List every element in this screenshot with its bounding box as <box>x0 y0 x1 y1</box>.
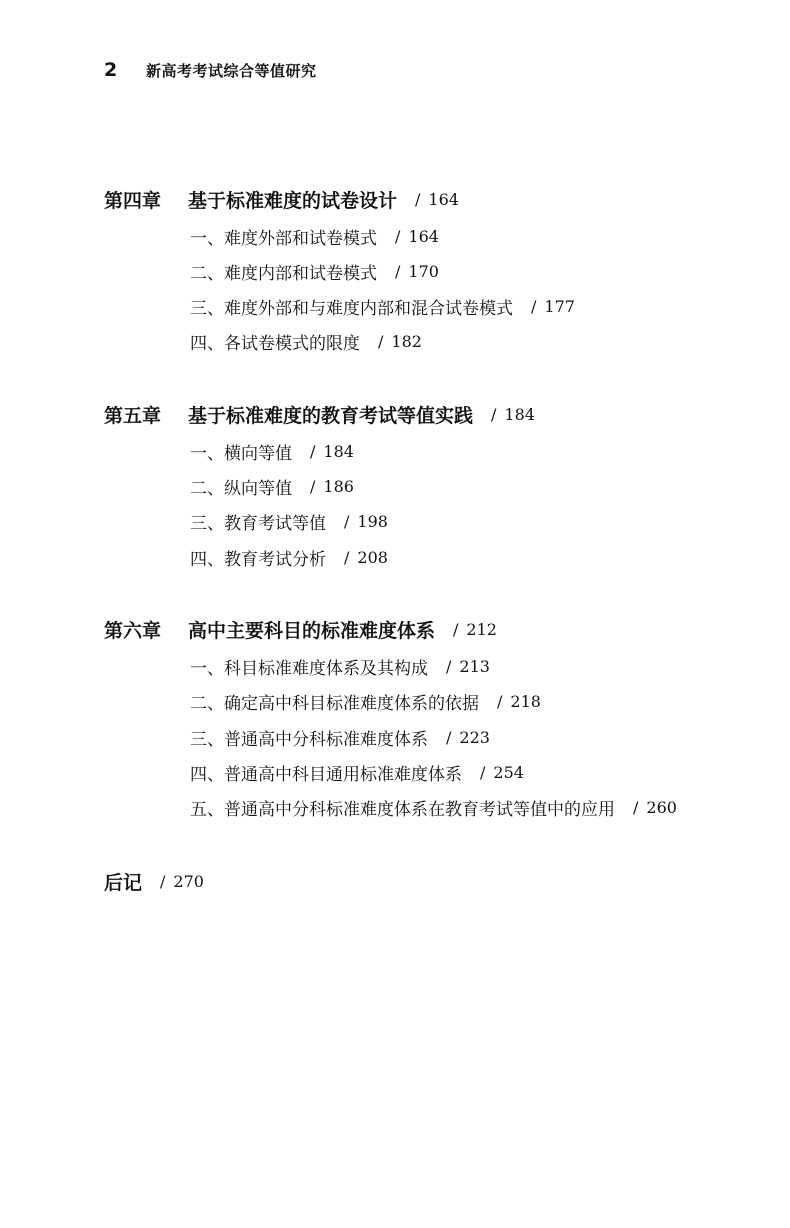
section-title: 三、普通高中分科标准难度体系 <box>190 729 428 750</box>
toc-section <box>190 506 388 536</box>
section-title: 四、普通高中科目通用标准难度体系 <box>190 764 462 785</box>
toc-chapter <box>104 399 535 429</box>
section-title: 三、教育考试等值 <box>190 513 326 534</box>
page-ref: / 164 <box>395 226 439 246</box>
page-ref: / 254 <box>480 762 524 782</box>
section-title: 二、确定高中科目标准难度体系的依据 <box>190 693 479 714</box>
toc-postscript <box>104 866 204 896</box>
page-ref: / 182 <box>378 331 422 351</box>
toc-section <box>190 757 524 787</box>
section-title: 四、各试卷模式的限度 <box>190 333 360 354</box>
page-ref: / 212 <box>453 619 497 639</box>
section-title: 三、难度外部和与难度内部和混合试卷模式 <box>190 298 513 319</box>
section-title: 一、科目标准难度体系及其构成 <box>190 658 428 679</box>
section-title: 五、普通高中分科标准难度体系在教育考试等值中的应用 <box>190 799 615 820</box>
chapter-label: 第六章 <box>104 619 162 642</box>
toc-section <box>190 792 677 822</box>
toc-section <box>190 221 439 251</box>
postscript-title: 后记 <box>104 871 143 894</box>
running-head <box>104 58 317 82</box>
page-ref: / 177 <box>531 296 575 316</box>
toc-section <box>190 686 541 716</box>
chapter-title: 基于标准难度的试卷设计 <box>188 189 398 212</box>
page-ref: / 164 <box>415 189 459 209</box>
chapter-title: 基于标准难度的教育考试等值实践 <box>188 404 474 427</box>
section-title: 二、难度内部和试卷模式 <box>190 263 377 284</box>
page-ref: / 213 <box>446 656 490 676</box>
toc-section <box>190 291 575 321</box>
chapter-label: 第五章 <box>104 404 162 427</box>
book-title: 新高考考试综合等值研究 <box>146 61 317 80</box>
page-ref: / 184 <box>310 441 354 461</box>
chapter-label: 第四章 <box>104 189 162 212</box>
page-number: 2 <box>104 59 118 81</box>
page-ref: / 270 <box>160 871 204 891</box>
page-ref: / 170 <box>395 261 439 281</box>
toc-chapter <box>104 614 497 644</box>
toc-section <box>190 436 354 466</box>
toc-section <box>190 256 439 286</box>
toc-chapter <box>104 184 459 214</box>
section-title: 一、难度外部和试卷模式 <box>190 228 377 249</box>
toc-section <box>190 326 422 356</box>
toc-section <box>190 542 388 572</box>
page-ref: / 208 <box>344 547 388 567</box>
page-ref: / 184 <box>491 404 535 424</box>
section-title: 一、横向等值 <box>190 443 292 464</box>
toc-section <box>190 471 354 501</box>
page-ref: / 218 <box>497 691 541 711</box>
page-ref: / 223 <box>446 727 490 747</box>
section-title: 四、教育考试分析 <box>190 549 326 570</box>
page-ref: / 260 <box>633 797 677 817</box>
toc-section <box>190 722 490 752</box>
page-ref: / 198 <box>344 511 388 531</box>
section-title: 二、纵向等值 <box>190 478 292 499</box>
page-ref: / 186 <box>310 476 354 496</box>
toc-section <box>190 651 490 681</box>
chapter-title: 高中主要科目的标准难度体系 <box>188 619 436 642</box>
